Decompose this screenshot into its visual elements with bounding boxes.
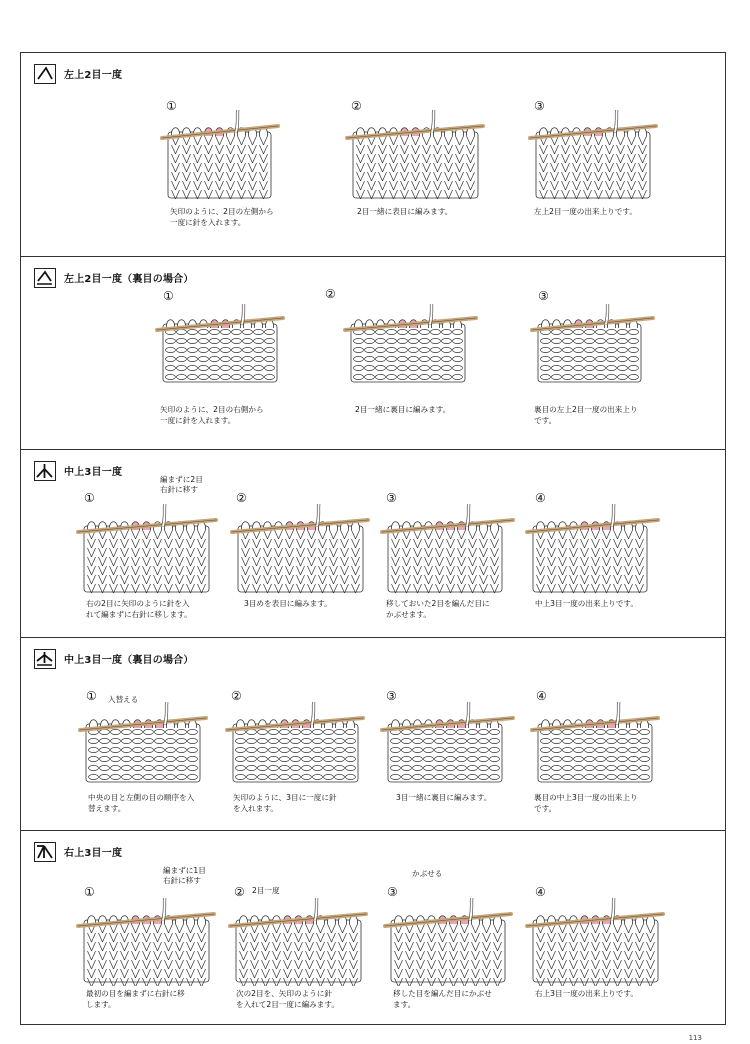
knitting-illustration [530, 304, 655, 390]
step-number: ③ [387, 885, 398, 899]
section-title: 中上3目一度（裏目の場合） [64, 655, 194, 666]
step-caption: 移した目を編んだ目にかぶせ ます。 [393, 989, 492, 1009]
knitting-illustration [225, 702, 365, 790]
purl-central-double-decrease-symbol-icon [34, 649, 56, 669]
fabric [163, 324, 277, 382]
fabric [536, 132, 650, 199]
fabric [86, 724, 200, 782]
step-caption: 2目一緒に表目に編みます。 [357, 207, 453, 216]
step-caption: 左上2目一度の出来上りです。 [534, 207, 637, 216]
step-caption: 裏目の左上2目一度の出来上り です。 [534, 405, 638, 425]
step-number: ② [236, 491, 247, 505]
page-number: 113 [688, 1034, 702, 1042]
step-number: ③ [386, 491, 397, 505]
knitting-illustration [525, 504, 660, 600]
step-number: ③ [386, 689, 397, 703]
step-caption: 右の2目に矢印のように針を入 れて編まずに右針に移します。 [86, 599, 192, 619]
section-title: 左上2目一度（裏目の場合） [64, 274, 194, 285]
fabric [533, 526, 647, 593]
fabric [84, 526, 209, 593]
step-caption: 中央の目と左側の目の順序を入 替えます。 [88, 793, 195, 813]
step-caption: 3目一緒に裏目に編みます。 [396, 793, 492, 802]
fabric [388, 526, 502, 593]
knitting-illustration [525, 898, 665, 990]
annotation-note: 2目一度 [252, 886, 280, 895]
annotation-note: 編まずに2目 右針に移す [160, 475, 203, 494]
annotation-note: 入替える [108, 695, 139, 704]
step-number: ② [231, 689, 242, 703]
annotation-note: 編まずに1目 右針に移す [163, 866, 206, 885]
fabric [533, 920, 658, 986]
step-number: ④ [535, 491, 546, 505]
fabric [238, 526, 363, 593]
knitting-illustration [530, 702, 660, 790]
fabric [538, 324, 641, 382]
step-number: ① [86, 689, 97, 703]
fabric [233, 724, 358, 782]
knitting-illustration [160, 110, 280, 206]
knitting-illustration [383, 898, 513, 990]
annotation-note: かぶせる [412, 869, 443, 878]
step-caption: 次の2目を、矢印のように針 を入れて2目一度に編みます。 [236, 989, 339, 1009]
knitting-illustration [380, 702, 515, 790]
knitting-illustration [345, 110, 485, 206]
central-double-decrease-symbol-icon [34, 461, 56, 481]
step-caption: 右上3目一度の出来上りです。 [535, 989, 638, 998]
sk2p-symbol-icon [34, 842, 56, 862]
step-caption: 矢印のように、2目の右側から 一度に針を入れます。 [160, 405, 264, 425]
step-caption: 移しておいた2目を編んだ目に かぶせます。 [386, 599, 490, 619]
p2tog-symbol-icon [34, 268, 56, 288]
section-title: 中上3目一度 [64, 467, 123, 478]
knitting-illustration [155, 304, 285, 390]
fabric [84, 920, 209, 986]
section-title: 左上2目一度 [64, 70, 123, 81]
k2tog-symbol-icon [34, 64, 56, 84]
step-number: ① [84, 491, 95, 505]
step-number: ③ [538, 289, 549, 303]
knitting-illustration [228, 898, 368, 990]
step-caption: 最初の目を編まずに右針に移 します。 [86, 989, 185, 1009]
step-number: ② [234, 885, 245, 899]
step-number: ② [351, 99, 362, 113]
step-caption: 2目一緒に裏目に編みます。 [355, 405, 451, 414]
fabric [351, 324, 465, 382]
step-number: ③ [534, 99, 545, 113]
step-number: ① [166, 99, 177, 113]
step-caption: 矢印のように、3目に一度に針 を入れます。 [233, 793, 337, 813]
knitting-illustration [380, 504, 515, 600]
knitting-illustration [78, 702, 208, 790]
step-caption: 矢印のように、2目の左側から 一度に針を入れます。 [170, 207, 274, 227]
step-number: ② [325, 287, 336, 301]
step-caption: 中上3目一度の出来上りです。 [535, 599, 638, 608]
step-number: ① [84, 885, 95, 899]
knitting-illustration [343, 304, 478, 390]
fabric [388, 724, 502, 782]
fabric [538, 724, 652, 782]
fabric [391, 920, 505, 986]
knitting-illustration [76, 898, 216, 990]
step-number: ① [163, 289, 174, 303]
fabric [168, 132, 271, 199]
fabric [353, 132, 478, 199]
step-caption: 3目めを表目に編みます。 [244, 599, 332, 608]
knitting-illustration [76, 504, 218, 600]
step-number: ④ [536, 689, 547, 703]
step-number: ④ [535, 885, 546, 899]
knitting-illustration [528, 110, 658, 206]
knitting-illustration [230, 504, 370, 600]
fabric [236, 920, 361, 986]
section-title: 右上3目一度 [64, 848, 123, 859]
step-caption: 裏目の中上3目一度の出来上り です。 [534, 793, 638, 813]
